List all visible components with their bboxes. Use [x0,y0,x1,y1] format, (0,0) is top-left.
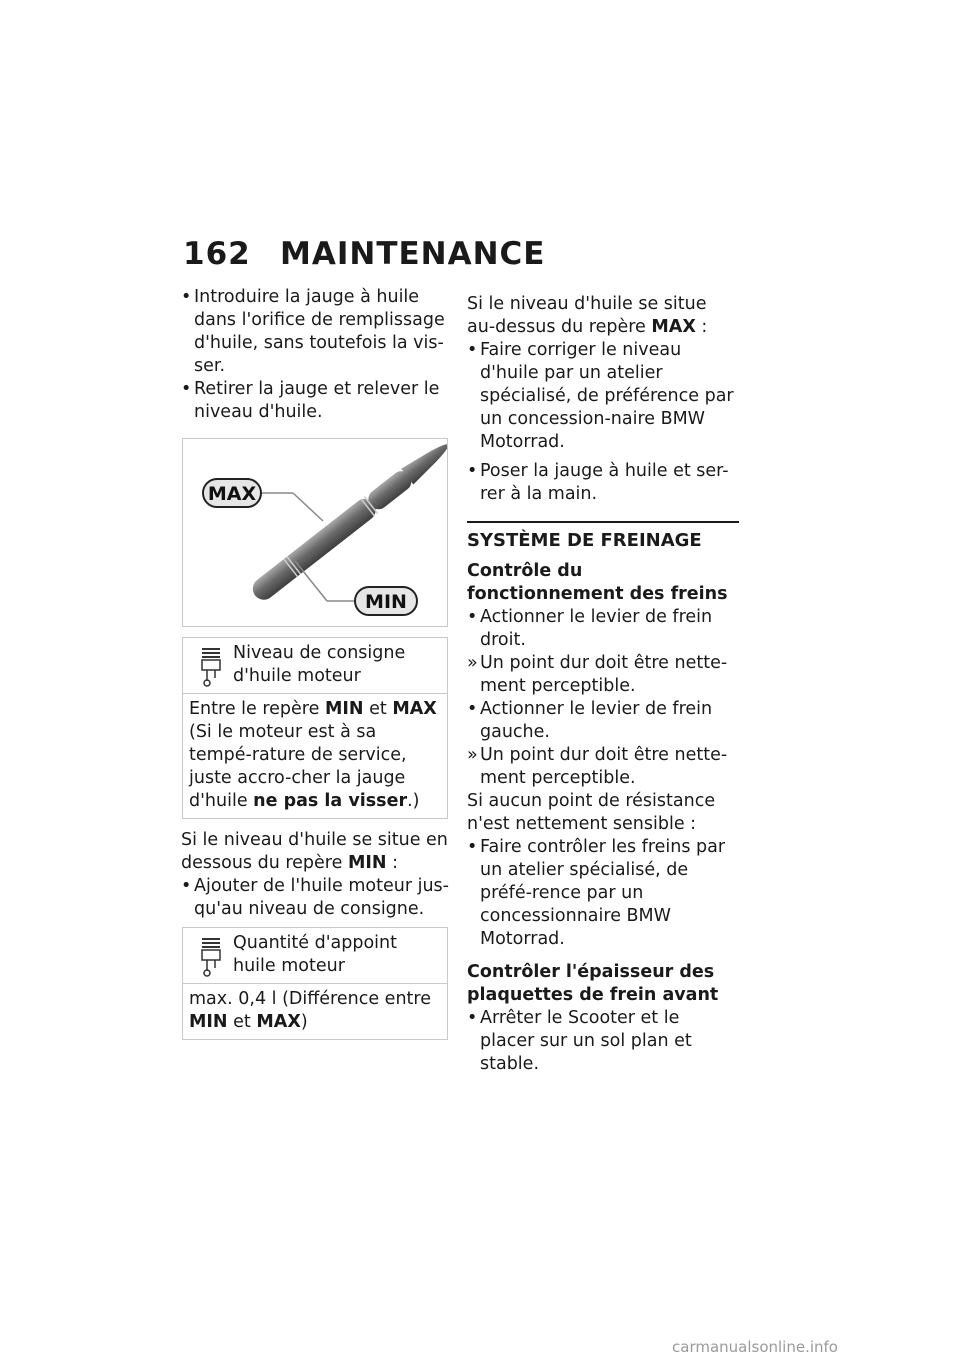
right-column [467,293,739,1076]
spec-title: Niveau de consigne d'huile moteur [233,643,406,686]
list-item: • Ajouter de l'huile moteur jus-qu'au niveau de consigne. [181,876,449,919]
list-item: • Faire contrôler les freins par un atelier spécialisé, de préfé-rence par un concessionnaire BMW Motorrad. [467,837,726,949]
list-item: • Actionner le levier de frein gauche. [467,699,713,742]
bullet-icon: • [467,461,478,481]
list-item: • Poser la jauge à huile et ser-rer à la main. [467,461,729,504]
spec-box-header [183,638,447,694]
spec-box-header [183,928,447,984]
subsection-title: Contrôler l'épaisseur des plaquettes de frein avant [467,962,719,1005]
spec-box-oil-level [182,637,448,819]
bullet-icon: • [181,287,192,307]
result-arrow-icon: » [467,653,478,673]
engine-oil-icon [199,646,223,688]
result-item: » Un point dur doit être nette-ment perceptible. [467,745,728,788]
list-item: • Faire corriger le niveau d'huile par un atelier spécialisé, de préférence par un concession-naire BMW Motorrad. [467,340,734,452]
spec-title: Quantité d'appoint huile moteur [233,933,397,976]
paragraph: Si le niveau d'huile se situe en dessous du repère MIN : [181,830,448,873]
bullet-icon: • [181,876,192,896]
section-divider [467,521,739,523]
list-item: • Actionner le levier de frein droit. [467,607,713,650]
dipstick-figure [182,438,448,627]
spec-box-oil-quantity [182,927,448,1040]
warning-text: ne pas la visser [253,791,408,811]
bullet-icon: • [467,607,478,627]
bullet-icon: • [467,1008,478,1028]
min-label: MIN [365,591,407,613]
chapter-title: MAINTENANCE [280,236,546,272]
subsection-title: Contrôle du fonctionnement des freins [467,561,728,604]
engine-oil-icon [199,936,223,978]
result-arrow-icon: » [467,745,478,765]
bullet-icon: • [467,340,478,360]
min-mark: MIN [324,699,364,719]
paragraph: Si aucun point de résistance n'est nettement sensible : [467,791,716,834]
max-label: MAX [207,483,257,505]
max-mark: MAX [392,699,437,719]
spec-box-body: max. 0,4 l (Différence entre MIN et MAX) [189,989,431,1032]
dipstick-illustration [183,439,447,626]
section-title: SYSTÈME DE FREINAGE [467,530,702,551]
spec-box-body: Entre le repère MIN et MAX (Si le moteur est à sa tempé-rature de service, juste accro-cher la jauge d'huile ne pas la visser.) [189,699,437,811]
result-item: » Un point dur doit être nette-ment perceptible. [467,653,728,696]
min-mark: MIN [189,1012,228,1032]
paragraph: Si le niveau d'huile se situe au-dessus du repère MAX : [467,294,708,337]
list-item: • Arrêter le Scooter et le placer sur un sol plan et stable. [467,1008,692,1074]
max-mark: MAX [256,1012,301,1032]
list-item: • Introduire la jauge à huile dans l'orifice de remplissage d'huile, sans toutefois la vis-ser. [181,287,445,376]
watermark-link[interactable]: carmanualsonline.info [672,1338,838,1356]
bullet-icon: • [181,379,192,399]
list-item: • Retirer la jauge et relever le niveau d'huile. [181,379,440,422]
bullet-icon: • [467,699,478,719]
bullet-icon: • [467,837,478,857]
page-header [183,236,545,272]
page-number: 162 [183,236,251,272]
left-column [181,286,451,1050]
